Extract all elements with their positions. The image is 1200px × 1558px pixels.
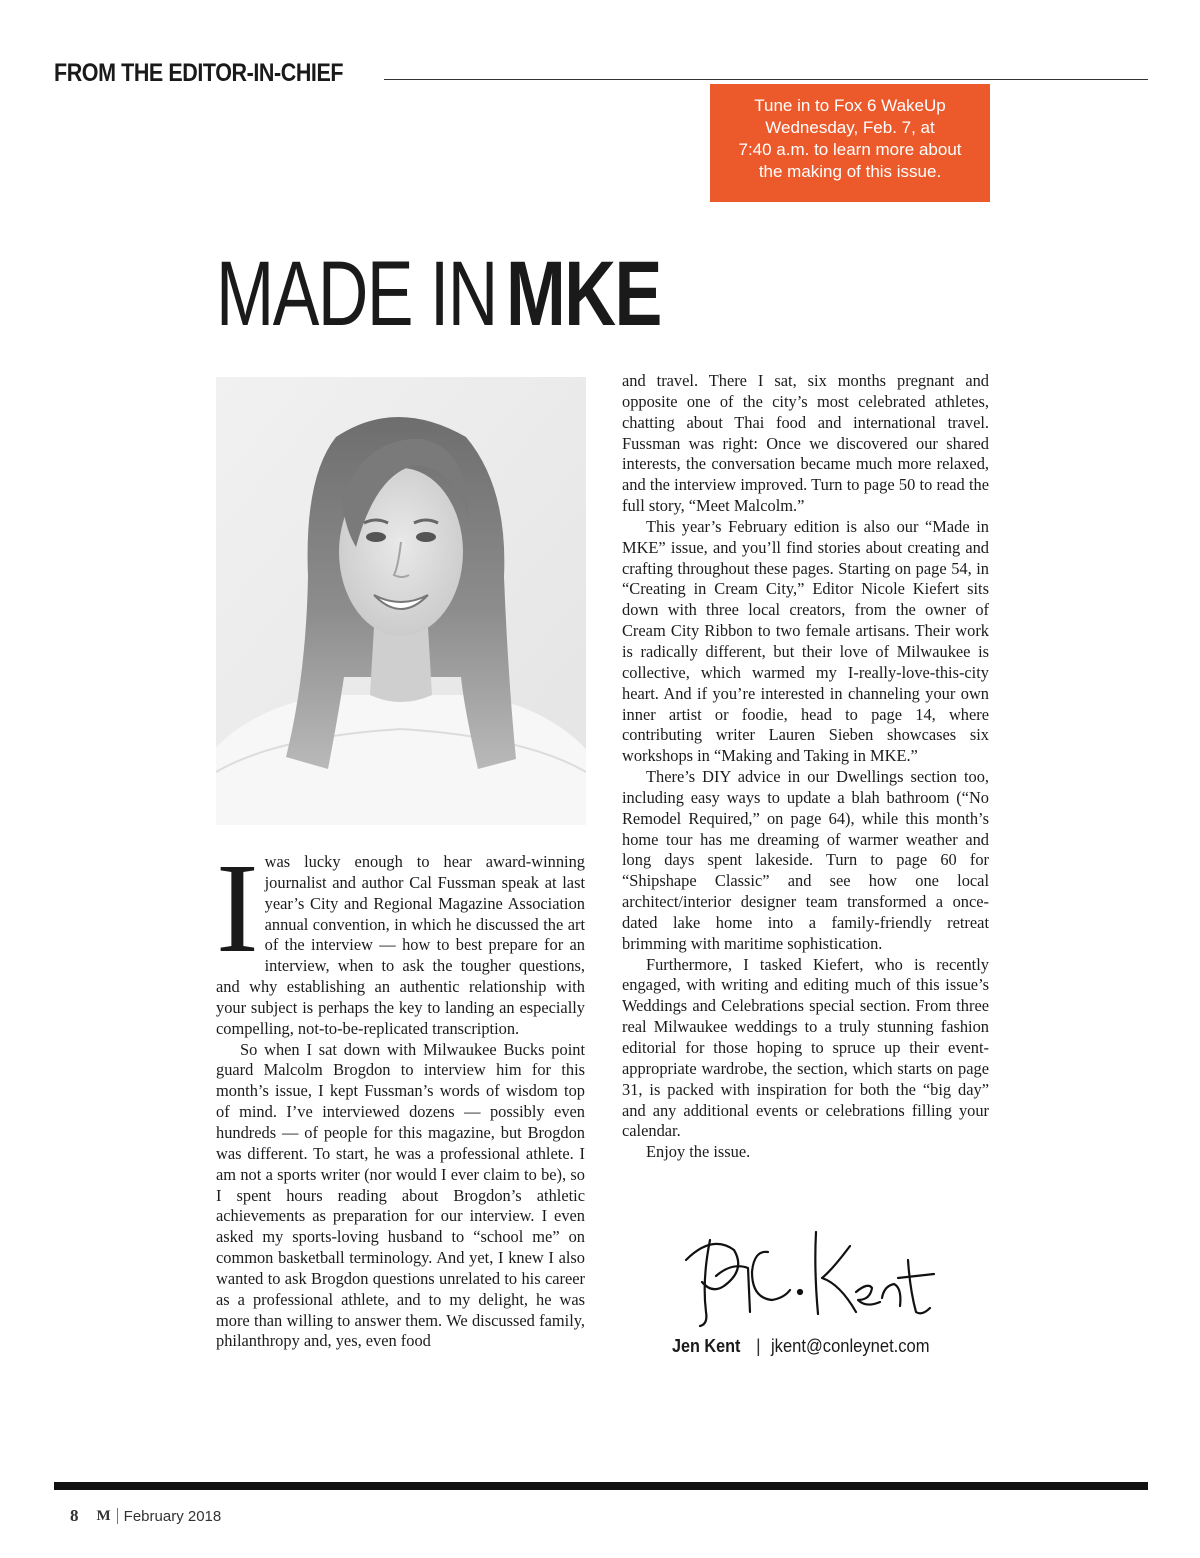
footer-divider <box>117 1508 118 1524</box>
paragraph: This year’s February edition is also our “Made in MKE” issue, and you’ll find stories about creating and crafting throughout these pages. Starting on page 54, in “Creating in Cream City,” Editor Nicole Kiefert sits down with three local creators, from the owner of Cream City Ribbon to two female artisans. Their work is radically different, but their love of Milwaukee is collective, which warmed my I-really-love-this-city heart. And if you’re interested in channeling your own inner artist or foodie, head to page 14, where contributing writer Lauren Sieben showcases six workshops in “Making and Taking in MKE.” <box>622 516 989 766</box>
article-column-right <box>622 371 989 1163</box>
header-rule <box>384 79 1148 80</box>
handwritten-signature <box>672 1220 952 1330</box>
article-column-left <box>216 837 585 1352</box>
paragraph: Furthermore, I tasked Kiefert, who is recently engaged, with writing and editing much of this issue’s Weddings and Celebrations special section. From three real Milwaukee weddings to a truly stunning fashion editorial for those hoping to spruce up their event-appropriate wardrobe, the section, which starts on page 31, is packed with inspiration for both the “big day” and any additional events or celebrations filling your calendar. <box>622 954 989 1141</box>
editor-portrait <box>216 377 586 825</box>
page-footer <box>70 1505 221 1527</box>
section-label: FROM THE EDITOR-IN-CHIEF <box>54 58 344 87</box>
paragraph: There’s DIY advice in our Dwellings section too, including easy ways to update a blah bathroom (“No Remodel Required,” on page 64), while this month’s home tour has me dreaming of warmer weather and long days spent lakeside. Turn to page 60 for “Shipshape Classic” and see how one local architect/interior designer team transformed a once-dated lake home into a family-friendly retreat brimming with maritime sophistication. <box>622 767 989 953</box>
author-credit <box>672 1334 943 1358</box>
title-bold: MKE <box>506 243 661 345</box>
dropcap: I <box>216 837 259 979</box>
paragraph: and travel. There I sat, six months pregnant and opposite one of the city’s most celebrated athletes, chatting about Thai food and international travel. Fussman was right: Once we discovered our shared interests, the conversation became much more relaxed, and the interview improved. Turn to page 50 to read the full story, “Meet Malcolm.” <box>622 371 989 516</box>
author-email: jkent@conleynet.com <box>770 1335 930 1356</box>
page-number: 8 <box>70 1506 79 1525</box>
article-title <box>216 244 704 344</box>
paragraph: was lucky enough to hear award-winning journalist and author Cal Fussman speak at last year’s City and Regional Magazine Association annual convention, in which he discussed the art of the interview — how to best prepare for an interview, when to ask the tougher questions, and why establishing an authentic relationship with your subject is perhaps the key to landing an especially compelling, not-to-be-replicated transcription. <box>216 852 585 1038</box>
portrait-image <box>216 377 586 825</box>
footer-rule <box>54 1482 1148 1490</box>
promo-box: Tune in to Fox 6 WakeUp Wednesday, Feb. 7, at 7:40 a.m. to learn more about the making of this issue. <box>710 84 990 202</box>
paragraph: So when I sat down with Milwaukee Bucks point guard Malcolm Brogdon to interview him for this month’s issue, I kept Fussman’s words of wisdom top of mind. I’ve interviewed dozens — possibly even hundreds — of people for this magazine, but Brogdon was different. To start, he was a professional athlete. I am not a sports writer (nor would I ever claim to be), so I spent hours reading about Brogdon’s athletic achievements as preparation for our interview. I even asked my sports-loving husband to “school me” on common basketball terminology. And yet, I knew I also wanted to ask Brogdon questions unrelated to his career as a professional athlete, and to my delight, he was more than willing to answer them. We discussed family, philanthropy and, yes, even food <box>216 1039 585 1351</box>
magazine-logo: M <box>96 1507 111 1524</box>
author-name: Jen Kent <box>672 1335 741 1356</box>
title-light: MADE IN <box>216 243 497 345</box>
credit-separator: | <box>756 1335 761 1356</box>
issue-date: February 2018 <box>123 1507 222 1525</box>
paragraph: Enjoy the issue. <box>646 1142 751 1162</box>
